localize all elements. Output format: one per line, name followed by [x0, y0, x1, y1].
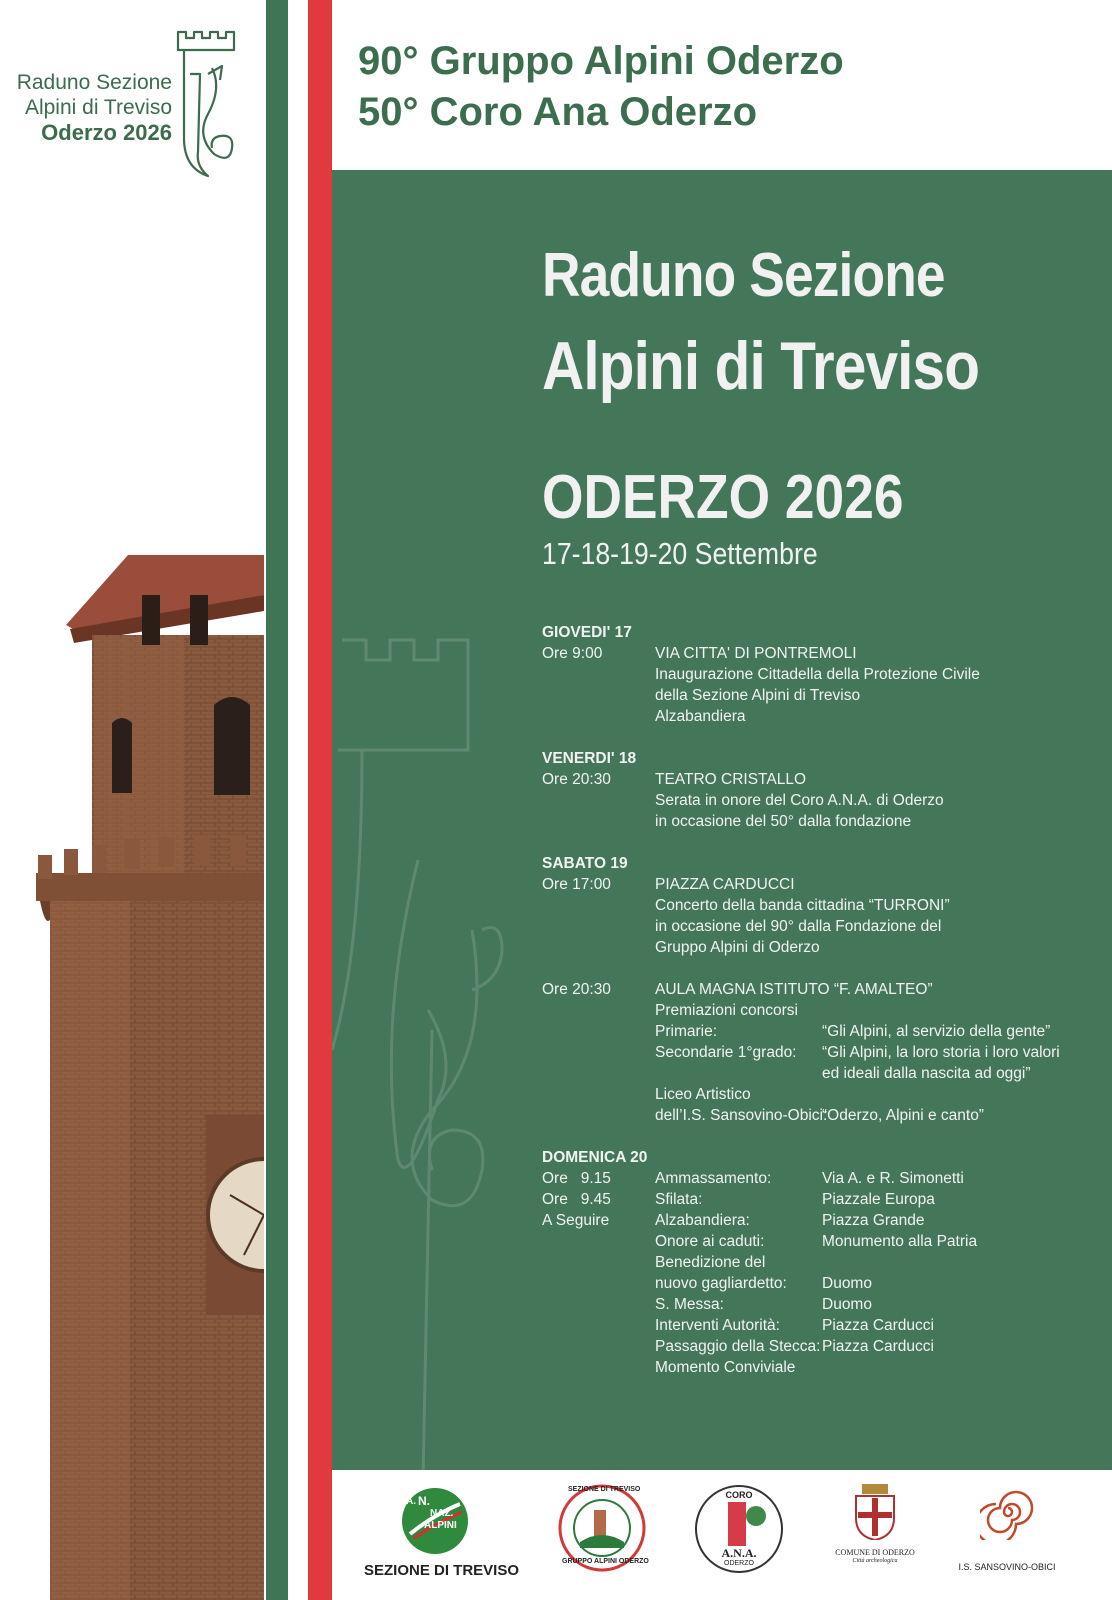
sunday-row-value: Piazza Carducci	[822, 1317, 934, 1334]
watermark-tower-clef-icon	[332, 630, 532, 1470]
sunday-row-value: Piazza Grande	[822, 1212, 925, 1229]
thursday-line-3: della Sezione Alpini di Treviso	[655, 687, 861, 704]
day-saturday: SABATO 19	[542, 855, 628, 872]
event-logo-text	[0, 70, 172, 145]
event-title-line-2: Alpini di Treviso	[542, 328, 980, 404]
day-sunday: DOMENICA 20	[542, 1149, 648, 1166]
ana-sezione-logo	[400, 1486, 470, 1556]
day-friday: VENERDI' 18	[542, 750, 637, 767]
day-thursday: GIOVEDI' 17	[542, 624, 632, 641]
friday-line-2: Serata in onore del Coro A.N.A. di Oderzo	[655, 792, 944, 809]
sunday-row-value: Duomo	[822, 1296, 872, 1313]
spiral-logo-icon	[980, 1484, 1036, 1540]
header-line-2: 50° Coro Ana Oderzo	[358, 90, 758, 134]
thursday-line-2: Inaugurazione Cittadella della Protezione Civile	[655, 666, 980, 683]
award-label: Liceo Artistico	[655, 1086, 751, 1103]
time-sunday-1: Ore 9.15	[542, 1170, 611, 1187]
time-sunday-2: Ore 9.45	[542, 1191, 611, 1208]
saturday-line-4: Gruppo Alpini di Oderzo	[655, 939, 820, 956]
sunday-row-value: Piazza Carducci	[822, 1338, 934, 1355]
tower-clef-logo-icon	[174, 28, 248, 180]
school-caption: I.S. SANSOVINO-OBICI	[958, 1562, 1056, 1572]
time-saturday-1: Ore 17:00	[542, 876, 611, 893]
coro-ana-logo	[694, 1484, 784, 1574]
award-value: “Gli Alpini, al servizio della gente”	[822, 1023, 1051, 1040]
logo-line-3: Oderzo 2026	[41, 120, 172, 145]
award-label: dell’I.S. Sansovino-Obici:	[655, 1107, 828, 1124]
friday-line-1: TEATRO CRISTALLO	[655, 771, 807, 788]
sunday-row-label: Momento Conviviale	[655, 1359, 796, 1376]
ana-badge-text-3: NAZ.	[430, 1508, 454, 1519]
friday-line-3: in occasione del 50° dalla fondazione	[655, 813, 912, 830]
city-crest-icon	[850, 1484, 900, 1540]
time-friday: Ore 20:30	[542, 771, 611, 788]
gruppo-ring-top: SEZIONE DI TREVISO	[568, 1486, 641, 1493]
sunday-row-label: Passaggio della Stecca:	[655, 1338, 821, 1355]
saturday-event2-line-2: Premiazioni concorsi	[655, 1002, 798, 1019]
ana-badge-text-4: ALPINI	[424, 1520, 457, 1531]
event-city-year: ODERZO 2026	[542, 463, 904, 532]
event-dates: 17-18-19-20 Settembre	[542, 536, 818, 571]
award-label: Primarie:	[655, 1023, 718, 1040]
saturday-line-1: PIAZZA CARDUCCI	[655, 876, 795, 893]
comune-caption: COMUNE DI ODERZO	[835, 1548, 915, 1557]
flag-stripe-white	[288, 0, 308, 1600]
ana-badge-text-2: N.	[418, 1494, 430, 1508]
saturday-line-2: Concerto della banda cittadina “TURRONI”	[655, 897, 950, 914]
gruppo-ring-bottom: GRUPPO ALPINI ODERZO	[562, 1558, 649, 1565]
header-line-1: 90° Gruppo Alpini Oderzo	[358, 39, 844, 83]
medieval-tower-illustration	[30, 555, 264, 1600]
sezione-caption: SEZIONE DI TREVISO	[364, 1562, 520, 1579]
logo-line-1: Raduno Sezione	[16, 71, 172, 94]
comune-sub: Città archeologica	[852, 1558, 898, 1564]
thursday-line-1: VIA CITTA' DI PONTREMOLI	[655, 645, 857, 662]
award-label: Secondarie 1°grado:	[655, 1044, 797, 1061]
sunday-row-label: Ammassamento:	[655, 1170, 772, 1187]
sunday-row-label: Benedizione del	[655, 1254, 766, 1271]
award-value: ed ideali dalla nascita ad oggi”	[822, 1065, 1031, 1082]
coro-top-text: CORO	[725, 1490, 753, 1500]
ana-badge-text-1: A.	[406, 1496, 416, 1507]
time-thursday: Ore 9:00	[542, 645, 603, 662]
gruppo-alpini-logo	[558, 1484, 649, 1572]
school-logo	[980, 1484, 1036, 1540]
sunday-row-label: Sfilata:	[655, 1191, 703, 1208]
sunday-row-value: Piazzale Europa	[822, 1191, 935, 1208]
sunday-row-label: Interventi Autorità:	[655, 1317, 780, 1334]
comune-crest	[850, 1484, 900, 1540]
sunday-row-label: nuovo gagliardetto:	[655, 1275, 787, 1292]
sponsor-logos	[332, 1470, 1112, 1600]
sunday-row-label: S. Messa:	[655, 1296, 724, 1313]
saturday-line-3: in occasione del 90° dalla Fondazione del	[655, 918, 942, 935]
logo-line-2: Alpini di Treviso	[24, 96, 172, 119]
saturday-event2-line-1: AULA MAGNA ISTITUTO “F. AMALTEO”	[655, 981, 933, 998]
sunday-row-label: Onore ai caduti:	[655, 1233, 765, 1250]
coro-bottom-text: A.N.A.	[721, 1546, 757, 1560]
award-value: “Gli Alpini, la loro storia i loro valori	[822, 1044, 1060, 1061]
sunday-row-value: Duomo	[822, 1275, 872, 1292]
coro-sub-text: ODERZO	[724, 1560, 754, 1567]
sunday-row-value: Via A. e R. Simonetti	[822, 1170, 964, 1187]
award-value: “Oderzo, Alpini e canto”	[822, 1107, 984, 1124]
program-panel	[332, 170, 1112, 1470]
time-saturday-2: Ore 20:30	[542, 981, 611, 998]
flag-stripe-green	[266, 0, 288, 1600]
time-sunday-3: A Seguire	[542, 1212, 610, 1229]
anniversary-header	[358, 36, 844, 138]
sunday-row-label: Alzabandiera:	[655, 1212, 750, 1229]
thursday-line-4: Alzabandiera	[655, 708, 746, 725]
event-title-line-1: Raduno Sezione	[542, 241, 945, 310]
flag-stripe-red	[308, 0, 332, 1600]
sunday-row-value: Monumento alla Patria	[822, 1233, 978, 1250]
